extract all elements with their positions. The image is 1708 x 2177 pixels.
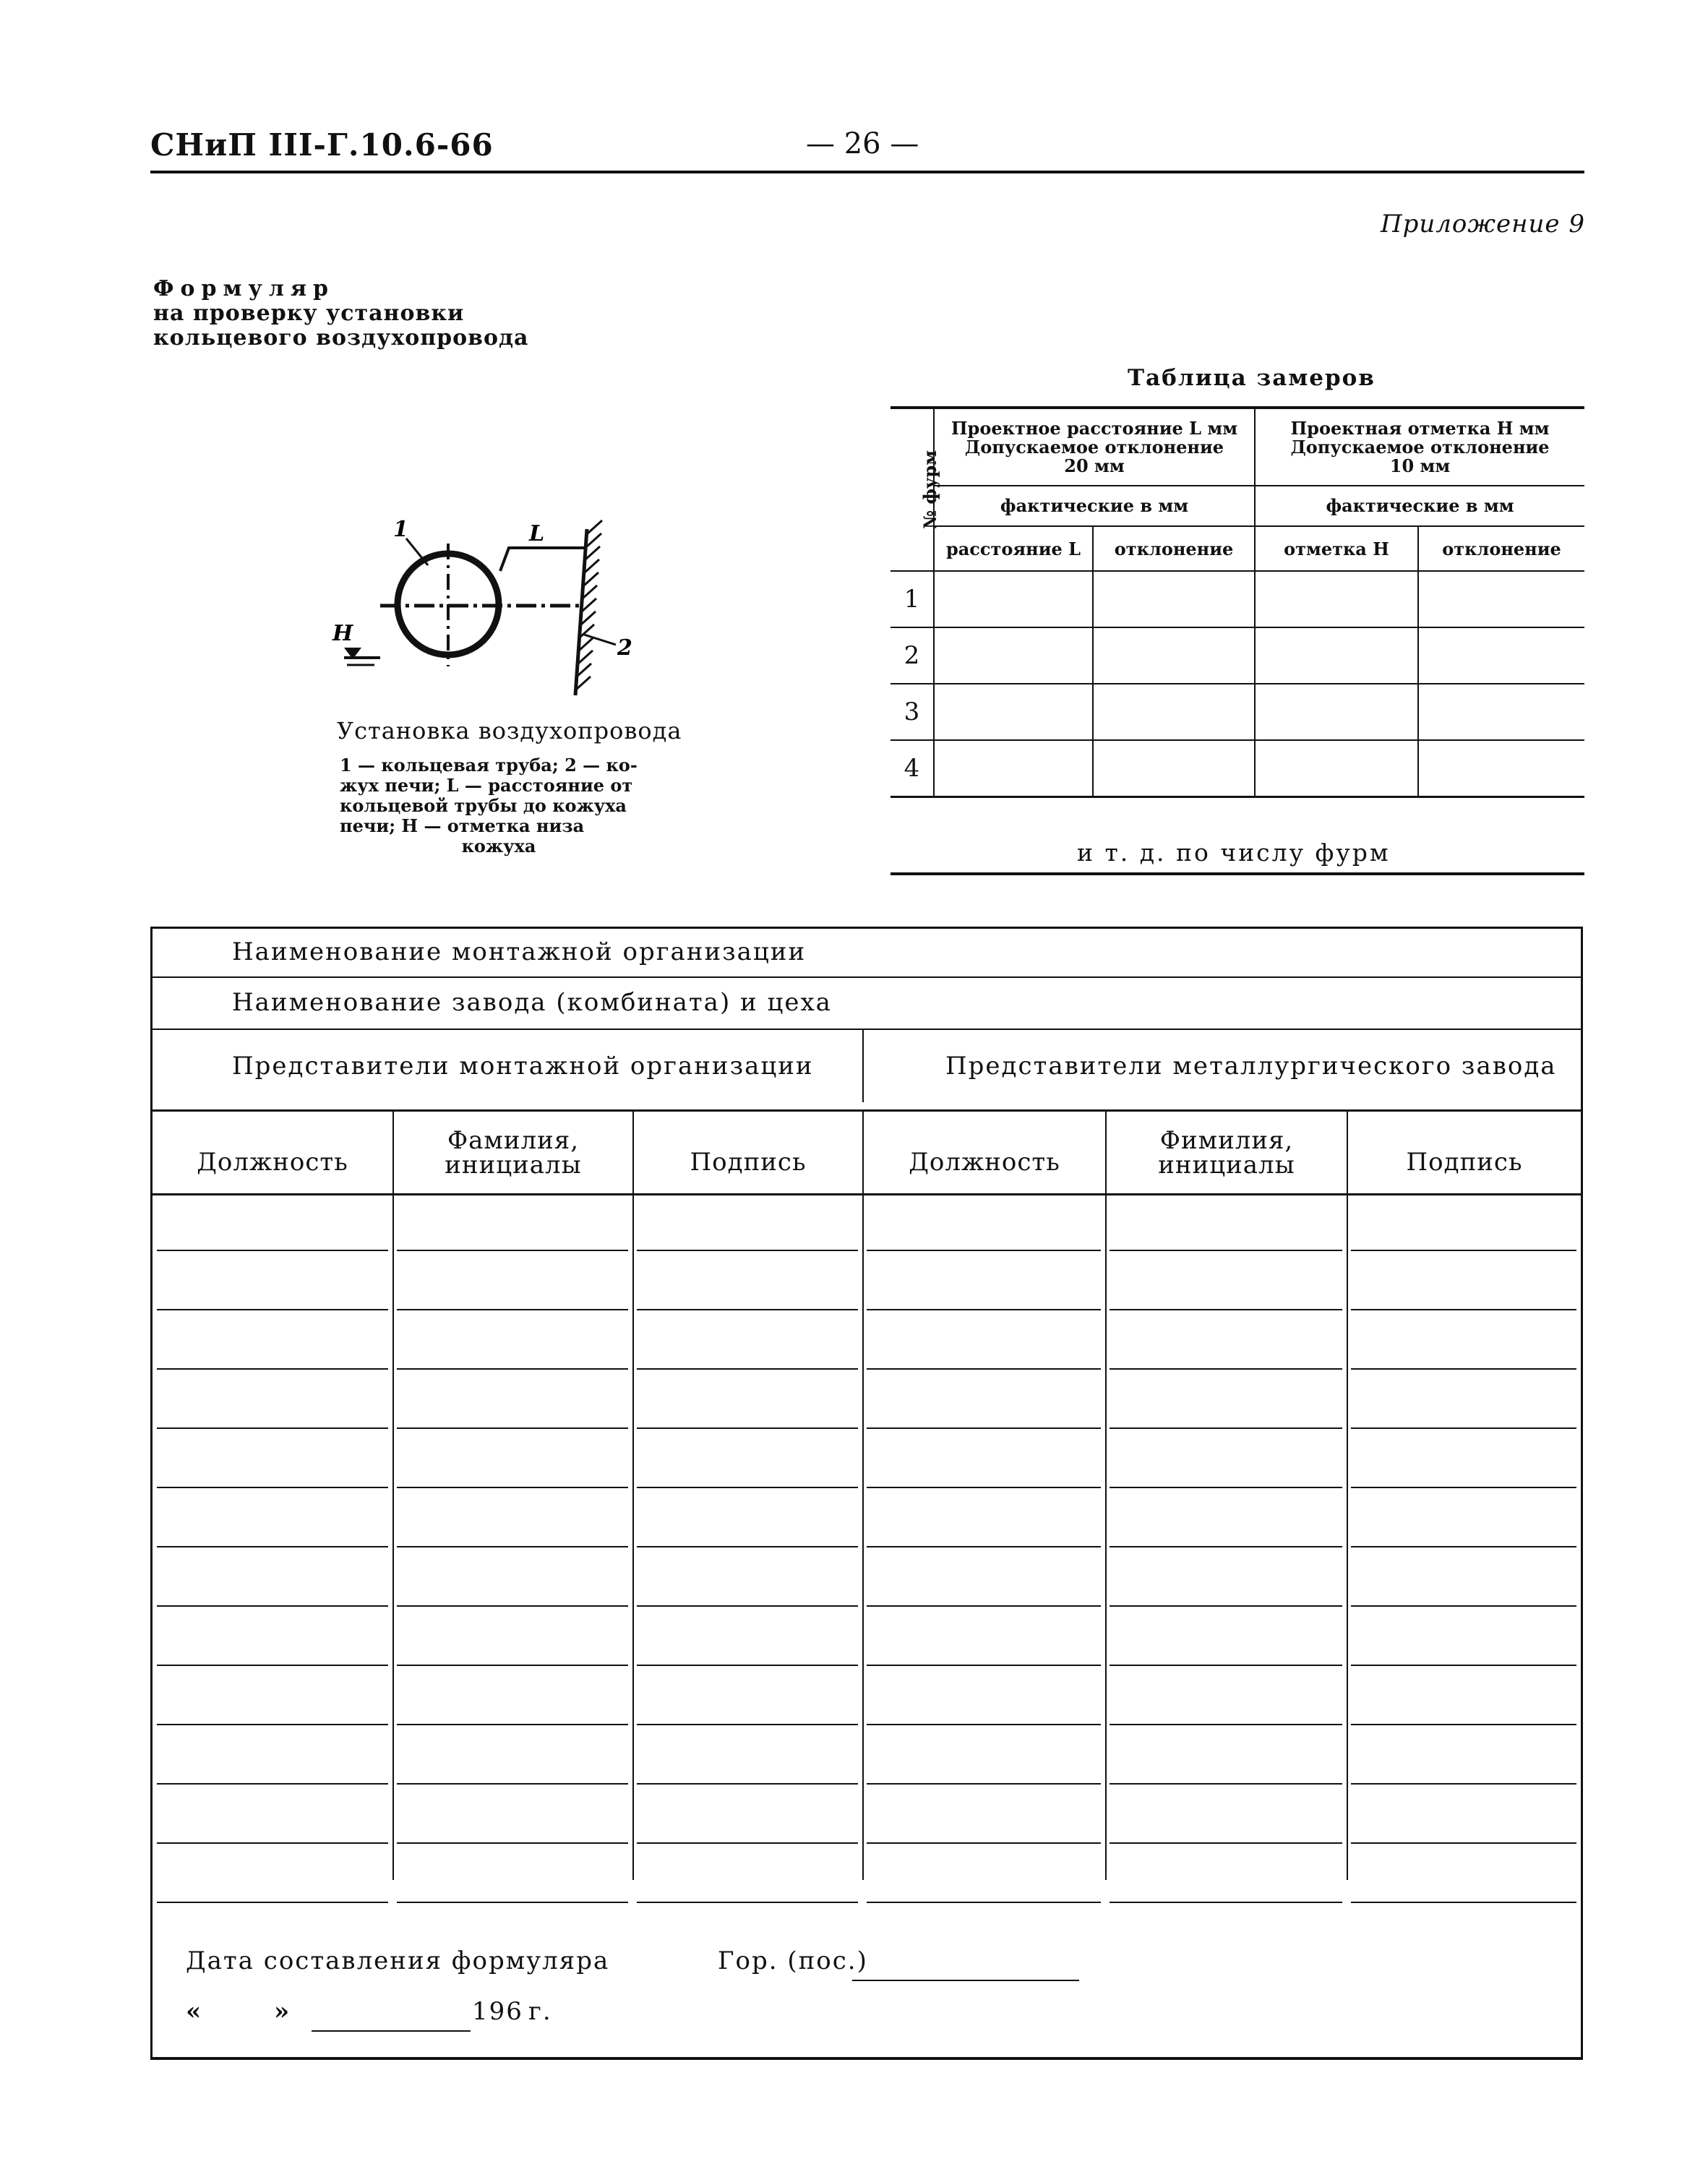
column-header-distance-L: расстояние L bbox=[934, 526, 1093, 571]
signature-row-line[interactable] bbox=[867, 1368, 1101, 1370]
signature-row-line[interactable] bbox=[1351, 1368, 1576, 1370]
signature-row-line[interactable] bbox=[867, 1842, 1101, 1844]
signature-row-line[interactable] bbox=[1351, 1605, 1576, 1607]
signature-row-line[interactable] bbox=[867, 1902, 1101, 1903]
form-subtitle-line2: кольцевого воздухопровода bbox=[153, 325, 529, 351]
column-header-deviation-L: отклонение bbox=[1093, 526, 1255, 571]
deviation-H-cell[interactable] bbox=[1418, 571, 1584, 627]
label-L: L bbox=[529, 521, 545, 546]
signature-row-line[interactable] bbox=[867, 1724, 1101, 1725]
deviation-L-cell[interactable] bbox=[1093, 571, 1255, 627]
signature-row-line[interactable] bbox=[1110, 1724, 1342, 1725]
form-title: Формуляр bbox=[153, 276, 335, 301]
signature-row-line[interactable] bbox=[1110, 1546, 1342, 1547]
column-divider bbox=[1105, 1112, 1107, 1880]
date-close-quote: » bbox=[274, 1997, 291, 2026]
col-position-left: Должность bbox=[197, 1148, 348, 1177]
signature-row-line[interactable] bbox=[1110, 1902, 1342, 1903]
label-2-leader bbox=[584, 635, 616, 645]
page-number: — 26 — bbox=[806, 127, 919, 160]
label-2: 2 bbox=[617, 635, 632, 661]
signature-row-line[interactable] bbox=[637, 1665, 858, 1666]
label-1: 1 bbox=[393, 517, 408, 542]
signature-row-line[interactable] bbox=[867, 1250, 1101, 1251]
signature-row-line[interactable] bbox=[637, 1842, 858, 1844]
signature-row-line[interactable] bbox=[637, 1783, 858, 1785]
city-field-line[interactable] bbox=[852, 1980, 1079, 1981]
signature-row-line[interactable] bbox=[397, 1546, 628, 1547]
elevation-H-cell[interactable] bbox=[1255, 571, 1418, 627]
signature-row-line[interactable] bbox=[1110, 1487, 1342, 1488]
dimension-L-bracket bbox=[500, 548, 587, 571]
actual-H-subheader: фактические в мм bbox=[1255, 486, 1584, 526]
signature-row-line[interactable] bbox=[157, 1250, 388, 1251]
signature-row-line[interactable] bbox=[397, 1665, 628, 1666]
label-H: H bbox=[332, 621, 353, 646]
signature-row-line[interactable] bbox=[867, 1427, 1101, 1429]
signature-row-line[interactable] bbox=[637, 1309, 858, 1310]
date-field-line[interactable] bbox=[312, 2030, 471, 2032]
signature-row-line[interactable] bbox=[397, 1368, 628, 1370]
signature-row-line[interactable] bbox=[637, 1368, 858, 1370]
form-subtitle-line1: на проверку установки bbox=[153, 301, 465, 326]
distance-L-group-header: Проектное расстояние L мм Допускаемое отклонение 20 мм bbox=[934, 408, 1255, 486]
elevation-H-cell[interactable] bbox=[1255, 684, 1418, 740]
distance-L-cell[interactable] bbox=[934, 740, 1093, 796]
signature-row-line[interactable] bbox=[1351, 1427, 1576, 1429]
document-code: СНиП III-Г.10.6-66 bbox=[150, 127, 494, 163]
signature-row-line[interactable] bbox=[867, 1605, 1101, 1607]
date-open-quote: « bbox=[186, 1997, 203, 2026]
signature-row-line[interactable] bbox=[1110, 1368, 1342, 1370]
distance-L-cell[interactable] bbox=[934, 627, 1093, 684]
signature-row-line[interactable] bbox=[637, 1487, 858, 1488]
signature-row-line[interactable] bbox=[867, 1783, 1101, 1785]
tuyere-number: 2 bbox=[891, 627, 934, 684]
signature-row-line[interactable] bbox=[1351, 1487, 1576, 1488]
signature-row-line[interactable] bbox=[637, 1724, 858, 1725]
signature-row-line[interactable] bbox=[867, 1665, 1101, 1666]
signature-row-line[interactable] bbox=[157, 1368, 388, 1370]
plant-reps-header: Представители металлургического завода bbox=[945, 1052, 1557, 1081]
year-suffix: г. bbox=[528, 1997, 552, 2026]
reps-divider bbox=[862, 1030, 864, 1102]
figure-legend bbox=[340, 755, 658, 856]
deviation-H-cell[interactable] bbox=[1418, 740, 1584, 796]
column-divider bbox=[862, 1112, 864, 1880]
deviation-L-cell[interactable] bbox=[1093, 627, 1255, 684]
deviation-L-cell[interactable] bbox=[1093, 684, 1255, 740]
elevation-H-group-header: Проектная отметка H мм Допускаемое отклонение 10 мм bbox=[1255, 408, 1584, 486]
signature-row-line[interactable] bbox=[637, 1250, 858, 1251]
column-header-elevation-H: отметка H bbox=[1255, 526, 1418, 571]
col-name-left: Фамилия, инициалы bbox=[445, 1126, 582, 1180]
signature-row-line[interactable] bbox=[1351, 1546, 1576, 1547]
table-row bbox=[891, 684, 1584, 740]
signature-row-line[interactable] bbox=[1351, 1783, 1576, 1785]
table-row bbox=[891, 627, 1584, 684]
signature-row-line[interactable] bbox=[1351, 1250, 1576, 1251]
signature-row-line[interactable] bbox=[397, 1487, 628, 1488]
signature-row-line[interactable] bbox=[157, 1309, 388, 1310]
signature-row-line[interactable] bbox=[157, 1427, 388, 1429]
org-name-rule bbox=[153, 976, 1581, 978]
deviation-L-cell[interactable] bbox=[1093, 740, 1255, 796]
col-position-right: Должность bbox=[909, 1148, 1060, 1177]
signature-form bbox=[150, 927, 1583, 2060]
signature-row-line[interactable] bbox=[397, 1309, 628, 1310]
deviation-H-cell[interactable] bbox=[1418, 627, 1584, 684]
elevation-H-cell[interactable] bbox=[1255, 627, 1418, 684]
tuyere-number: 3 bbox=[891, 684, 934, 740]
signature-row-line[interactable] bbox=[1110, 1250, 1342, 1251]
installation-reps-header: Представители монтажной организации bbox=[232, 1052, 814, 1081]
signature-row-line[interactable] bbox=[157, 1665, 388, 1666]
signature-row-line[interactable] bbox=[1110, 1309, 1342, 1310]
elevation-H-cell[interactable] bbox=[1255, 740, 1418, 796]
tuyere-number: 1 bbox=[891, 571, 934, 627]
column-divider bbox=[392, 1112, 394, 1880]
signature-row-line[interactable] bbox=[1110, 1605, 1342, 1607]
measurements-table bbox=[891, 406, 1584, 798]
plant-name-label: Наименование завода (комбината) и цеха bbox=[232, 988, 832, 1017]
legend-line: жух печи; L — расстояние от bbox=[340, 775, 633, 796]
legend-line: печи; H — отметка низа bbox=[340, 815, 585, 836]
signature-row-line[interactable] bbox=[397, 1902, 628, 1903]
city-label: Гор. (пос.) bbox=[718, 1946, 868, 1975]
appendix-label: Приложение 9 bbox=[1380, 210, 1585, 239]
signature-row-line[interactable] bbox=[157, 1724, 388, 1725]
measurements-bottom-rule bbox=[891, 872, 1584, 875]
signature-row-line[interactable] bbox=[157, 1605, 388, 1607]
signature-row-line[interactable] bbox=[1110, 1665, 1342, 1666]
signature-row-line[interactable] bbox=[867, 1487, 1101, 1488]
column-divider bbox=[1347, 1112, 1348, 1880]
signature-row-line[interactable] bbox=[397, 1605, 628, 1607]
col-signature-left: Подпись bbox=[690, 1148, 807, 1177]
columns-header-rule bbox=[153, 1193, 1581, 1195]
signature-row-line[interactable] bbox=[1351, 1665, 1576, 1666]
signature-row-line[interactable] bbox=[397, 1783, 628, 1785]
plant-name-rule bbox=[153, 1029, 1581, 1030]
signature-row-line[interactable] bbox=[867, 1309, 1101, 1310]
column-divider bbox=[632, 1112, 634, 1880]
year-prefix: 196 bbox=[472, 1997, 523, 2026]
signature-row-line[interactable] bbox=[157, 1842, 388, 1844]
signature-row-line[interactable] bbox=[1351, 1902, 1576, 1903]
signature-row-line[interactable] bbox=[157, 1783, 388, 1785]
col-name-right: Фимилия, инициалы bbox=[1158, 1126, 1295, 1180]
legend-line: 1 — кольцевая труба; 2 — ко- bbox=[340, 755, 638, 776]
signature-row-line[interactable] bbox=[397, 1724, 628, 1725]
table-row bbox=[891, 740, 1584, 796]
signature-row-line[interactable] bbox=[1351, 1724, 1576, 1725]
signature-row-line[interactable] bbox=[157, 1902, 388, 1903]
signature-row-line[interactable] bbox=[637, 1546, 858, 1547]
installation-org-name-label: Наименование монтажной организации bbox=[232, 937, 807, 966]
header-rule bbox=[150, 171, 1584, 173]
table-row bbox=[891, 571, 1584, 627]
measurements-continuation-note: и т. д. по числу фурм bbox=[1077, 838, 1391, 867]
col-signature-right: Подпись bbox=[1406, 1148, 1523, 1177]
distance-L-cell[interactable] bbox=[934, 571, 1093, 627]
signature-row-line[interactable] bbox=[1110, 1427, 1342, 1429]
signature-row-line[interactable] bbox=[1110, 1842, 1342, 1844]
signature-row-line[interactable] bbox=[1110, 1783, 1342, 1785]
signature-row-line[interactable] bbox=[397, 1427, 628, 1429]
column-header-deviation-H: отклонение bbox=[1418, 526, 1584, 571]
signature-row-line[interactable] bbox=[157, 1546, 388, 1547]
actual-L-subheader: фактические в мм bbox=[934, 486, 1255, 526]
air-duct-installation-diagram bbox=[318, 499, 665, 708]
measurements-table-title: Таблица замеров bbox=[1128, 365, 1376, 391]
deviation-H-cell[interactable] bbox=[1418, 684, 1584, 740]
date-label: Дата составления формуляра bbox=[186, 1946, 610, 1975]
signature-row-line[interactable] bbox=[397, 1842, 628, 1844]
signature-row-line[interactable] bbox=[157, 1487, 388, 1488]
signature-row-line[interactable] bbox=[637, 1902, 858, 1903]
distance-L-cell[interactable] bbox=[934, 684, 1093, 740]
signature-row-line[interactable] bbox=[637, 1605, 858, 1607]
legend-line: кожуха bbox=[461, 836, 536, 856]
reps-rule bbox=[153, 1109, 1581, 1112]
signature-row-line[interactable] bbox=[867, 1546, 1101, 1547]
tuyere-number: 4 bbox=[891, 740, 934, 796]
signature-row-line[interactable] bbox=[397, 1250, 628, 1251]
tuyere-number-header: № фурм bbox=[891, 408, 934, 571]
signature-row-line[interactable] bbox=[637, 1427, 858, 1429]
legend-line: кольцевой трубы до кожуха bbox=[340, 795, 627, 816]
signature-row-line[interactable] bbox=[1351, 1842, 1576, 1844]
figure-caption: Установка воздухопровода bbox=[337, 717, 682, 744]
signature-row-line[interactable] bbox=[1351, 1309, 1576, 1310]
